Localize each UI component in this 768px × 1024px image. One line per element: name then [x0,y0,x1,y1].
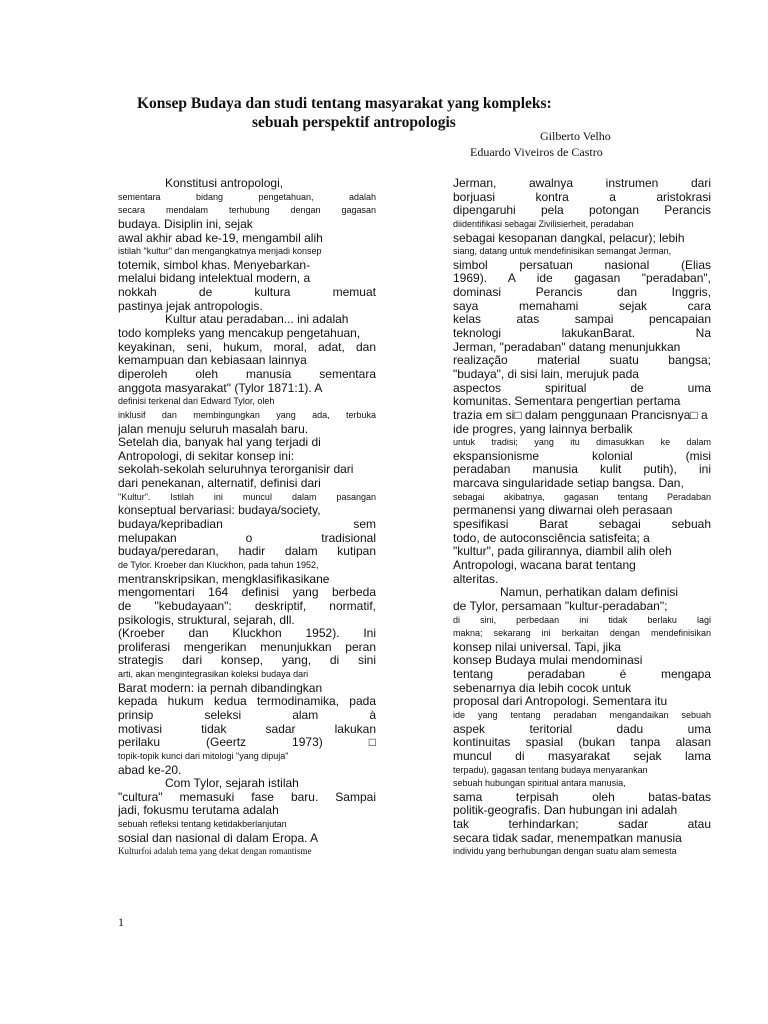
text-line: jadi, fokusmu terutama adalah [118,804,279,818]
text-column-left [118,177,376,859]
text-line: proposal dari Antropologi. Sementara itu [453,695,668,709]
text-line: politik-geografis. Dan hubungan ini adalah [453,804,678,818]
title-line-1: Konsep Budaya dan studi tentang masyarakat yang kompleks: [137,95,552,112]
text-line: todo kompleks yang mencakup pengetahuan, [118,327,361,341]
text-line: Barat modern: ia pernah dibandingkan [118,681,323,695]
text-line: individu yang berhubungan dengan suatu alam semesta [453,846,677,857]
text-line: psikologis, struktural, sejarah, dll. [118,613,295,627]
text-line: "budaya", di sisi lain, merujuk pada [453,367,639,381]
text-line: budaya/peredaran, hadir dalam kutipan [118,545,376,559]
text-line: jalan menuju seluruh masalah baru. [118,422,309,436]
page-title [0,94,700,132]
text-line: realização material suatu bangsa; [453,354,711,368]
text-line: topik-topik kunci dari mitologi "yang dipuja" [118,750,289,761]
text-line: aspectos spiritual de uma [453,381,711,395]
text-line: pastinya jejak antropologis. [118,299,263,313]
text-line: mentranskripsikan, mengklasifikasikane [118,572,330,586]
text-line: awal akhir abad ke-19, mengambil alih [118,231,323,245]
text-line: dominasi Perancis dan Inggris, [453,286,711,300]
text-line: ide yang tentang peradaban mengandaikan sebuah [453,709,711,720]
title-line-2: sebuah perspektif antropologis [252,114,456,131]
text-line: Antropologi, wacana barat tentang [453,558,636,572]
text-line: todo, de autoconsciência satisfeita; a [453,531,650,545]
text-line: kemampuan dan kebiasaan lainnya [118,354,307,368]
text-line: kelas atas sampai pencapaian [453,313,711,327]
page-number: 1 [118,915,124,929]
text-line: mengomentari 164 definisi yang berbeda [118,586,376,600]
text-line: sekolah-sekolah seluruhnya terorganisir dari [118,463,354,477]
text-line: melalui bidang intelektual modern, a [118,272,311,286]
text-line: Antropologi, di sekitar konsep ini: [118,449,295,463]
text-line: sementara bidang pengetahuan, adalah [118,191,376,202]
text-line: de Tylor. Kroeber dan Kluckhon, pada tahun 1952, [118,559,319,570]
text-line: secara tidak sadar, menempatkan manusia [453,831,682,845]
text-line: motivasi tidak sadar lakukan [118,722,376,736]
text-line: sebuah refleksi tentang ketidakberlanjutan [118,819,287,830]
text-line: konsep nilai universal. Tapi, jika [453,640,621,654]
text-line: sebuah hubungan spiritual antara manusia, [453,778,626,789]
text-line: Namun, perhatikan dalam definisi [500,586,679,600]
text-line: de "kebudayaan": deskriptif, normatif, [118,599,376,613]
text-line: secara mendalam terhubung dengan gagasan [118,205,376,216]
text-line: anggota masyarakat" (Tylor 1871:1). A [118,381,323,395]
text-line: Jerman, awalnya instrumen dari [453,177,711,190]
text-line: totemik, simbol khas. Menyebarkan- [118,258,311,272]
text-line: permanensi yang diwarnai oleh perasaan [453,504,673,518]
text-line: sama terpisah oleh batas-batas [453,790,711,804]
text-line: 1969). A ide gagasan "peradaban", [453,272,711,286]
text-line: makna; sekarang ini berkaitan dengan mendefinisikan [453,628,711,639]
text-line: (Kroeber dan Kluckhon 1952). Ini [118,627,376,641]
text-line: tentang peradaban é mengapa [453,668,711,682]
text-line: Konstitusi antropologi, [165,177,284,190]
text-line: sebagai kesopanan dangkal, pelacur); lebih [453,231,685,245]
text-line: komunitas. Sementara pengertian pertama [453,395,681,409]
text-line: Setelah dia, banyak hal yang terjadi di [118,436,321,450]
text-line: untuk tradisi; yang itu dimasukkan ke dalam [453,437,711,448]
text-line: siang, datang untuk mendefinisikan semangat Jerman, [453,246,672,257]
text-line: saya memahami sejak cara [453,299,711,313]
text-line: budaya. Disiplin ini, sejak [118,217,253,231]
author-name: Gilberto Velho [540,129,611,143]
text-line: strategis dari konsep, yang, di sini [118,654,376,668]
text-line: aspek teritorial dadu uma [453,722,711,736]
text-line: ekspansionisme kolonial (misi [453,449,711,463]
text-line: keyakinan, seni, hukum, moral, adat, dan [118,340,376,354]
text-line: melupakan o tradisional [118,531,376,545]
text-line: Com Tylor, sejarah istilah [165,777,299,791]
text-line: kontinuitas spasial (bukan tanpa alasan [453,736,711,750]
text-line: sebagai akibatnya, gagasan tentang Peradaban [453,491,711,502]
text-line: "cultura" memasuki fase baru. Sampai [118,790,376,804]
text-line: muncul di masyarakat sejak lama [453,749,711,763]
text-line: nokkah de kultura memuat [118,286,376,300]
text-line: istilah "kultur" dan mengangkatnya menjadi konsep [118,246,322,257]
text-line: prinsip seleksi alam à [118,708,376,722]
text-line: "Kultur". Istilah ini muncul dalam pasangan [118,491,376,502]
text-line: ide progres, yang lainnya berbalik [453,422,633,436]
text-line: arti, akan mengintegrasikan koleksi budaya dari [118,669,309,680]
text-line: konseptual bervariasi: budaya/society, [118,504,321,518]
text-line: dari penekanan, alternatif, definisi dari [118,477,321,491]
text-line: Kulturfoi adalah tema yang dekat dengan romantisme [118,846,312,857]
text-line: definisi terkenal dari Edward Tylor, oleh [118,396,275,407]
text-line: "kultur", pada gilirannya, diambil alih oleh [453,545,672,559]
author-name: Eduardo Viveiros de Castro [470,145,603,159]
text-line: marcava singularidade setiap bangsa. Dan, [453,477,684,491]
text-line: diidentifikasi sebagai Zivilisierheit, peradaban [453,218,634,229]
text-line: kepada hukum kedua termodinamika, pada [118,695,376,709]
text-line: budaya/kepribadian sem [118,518,376,532]
text-line: Kultur atau peradaban... ini adalah [165,313,349,327]
text-line: konsep Budaya mulai mendominasi [453,654,643,668]
text-line: spesifikasi Barat sebagai sebuah [453,518,711,532]
text-line: trazia em si□ dalam penggunaan Prancisnya□ a [453,408,708,422]
text-line: proliferasi mengerikan menunjukkan peran [118,640,376,654]
text-line: simbol persatuan nasional (Elias [453,258,711,272]
text-line: de Tylor, persamaan "kultur-peradaban"; [453,599,668,613]
text-line: diperoleh oleh manusia sementara [118,367,376,381]
text-line: abad ke-20. [118,763,182,777]
text-line: sebenarnya dia lebih cocok untuk [453,681,632,695]
text-line: borjuasi kontra a aristokrasi [453,190,711,204]
text-line: Jerman, "peradaban" datang menunjukkan [453,340,681,354]
text-line: sosial dan nasional di dalam Eropa. A [118,831,319,845]
text-line: di sini, perbedaan ini tidak berlaku lagi [453,614,711,625]
text-line: tak terhindarkan; sadar atau [453,818,711,832]
text-line: alteritas. [453,572,499,586]
text-column-right [453,177,711,859]
text-line: peradaban manusia kulit putih), ini [453,463,711,477]
text-line: teknologi lakukanBarat. Na [453,327,711,341]
text-line: dipengaruhi pela potongan Perancis [453,204,711,218]
text-line: inklusif dan membingungkan yang ada, terbuka [118,409,376,420]
text-line: perilaku (Geertz 1973) □ [118,736,376,750]
text-line: terpadu), gagasan tentang budaya menyarankan [453,764,648,775]
